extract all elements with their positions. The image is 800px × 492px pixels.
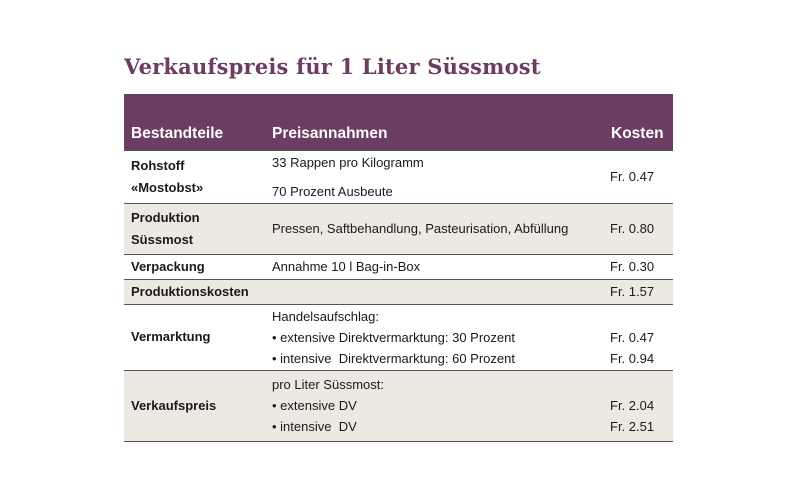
cell-label [124, 203, 265, 254]
label-line: Verpackung [131, 258, 205, 274]
cost-value: Fr. 2.51 [610, 419, 655, 434]
cell-cost [604, 203, 673, 254]
cost-value: Fr. 0.94 [610, 350, 655, 366]
table-row-verkaufspreis [124, 370, 673, 441]
header-kosten: Kosten [604, 94, 673, 150]
assumption-line: Pressen, Saftbehandlung, Pasteurisation, Abfüllung [272, 221, 569, 236]
assumption-line: 33 Rappen pro Kilogramm [272, 154, 424, 170]
assumption-line: • intensive DV [272, 419, 357, 434]
cell-label [124, 279, 265, 304]
cell-cost [604, 279, 673, 304]
cell-assumption [265, 304, 604, 370]
table-row-verpackung [124, 254, 673, 279]
cell-assumption [265, 150, 604, 203]
cell-assumption [265, 370, 604, 441]
cost-spacer [610, 374, 673, 395]
cost-value: Fr. 0.30 [610, 259, 655, 274]
cell-cost [604, 304, 673, 370]
price-table [124, 94, 673, 442]
table-row-rohstoff [124, 150, 673, 203]
cell-assumption [265, 203, 604, 254]
assumption-line: • intensive Direktvermarktung: 60 Prozent [272, 350, 515, 366]
cell-cost [604, 254, 673, 279]
cell-label [124, 304, 265, 370]
cell-assumption [265, 254, 604, 279]
cost-value: Fr. 2.04 [610, 398, 655, 413]
cell-assumption [265, 279, 604, 304]
table-row-produktionskosten [124, 279, 673, 304]
label-line: Süssmost [131, 231, 194, 247]
cell-cost [604, 150, 673, 203]
label-line: Verkaufspreis [131, 397, 217, 413]
label-line: Produktion [131, 209, 200, 225]
assumption-line: • extensive Direktvermarktung: 30 Prozent [272, 329, 515, 345]
cell-cost [604, 370, 673, 441]
assumption-line: Handelsaufschlag: [272, 308, 379, 324]
assumption-line: Annahme 10 l Bag-in-Box [272, 259, 421, 274]
table-row-vermarktung [124, 304, 673, 370]
assumption-line: 70 Prozent Ausbeute [272, 183, 393, 199]
label-line: «Mostobst» [131, 179, 204, 195]
label-line: Produktionskosten [131, 283, 249, 299]
cell-label [124, 150, 265, 203]
cost-value: Fr. 0.47 [610, 169, 655, 184]
label-line: Vermarktung [131, 329, 211, 344]
cell-label [124, 254, 265, 279]
assumption-line: • extensive DV [272, 398, 357, 413]
cell-label [124, 370, 265, 441]
cost-value: Fr. 1.57 [610, 284, 655, 299]
page-title: Verkaufspreis für 1 Liter Süssmost [124, 54, 541, 79]
table-row-produktion [124, 203, 673, 254]
cost-value: Fr. 0.80 [610, 221, 655, 236]
label-line: Rohstoff [131, 157, 185, 173]
cost-spacer [610, 306, 673, 327]
assumption-line: pro Liter Süssmost: [272, 377, 384, 392]
header-bestandteile: Bestandteile [124, 94, 265, 150]
table-header-row [124, 94, 673, 150]
cost-value: Fr. 0.47 [610, 329, 655, 345]
header-preisannahmen: Preisannahmen [265, 94, 604, 150]
